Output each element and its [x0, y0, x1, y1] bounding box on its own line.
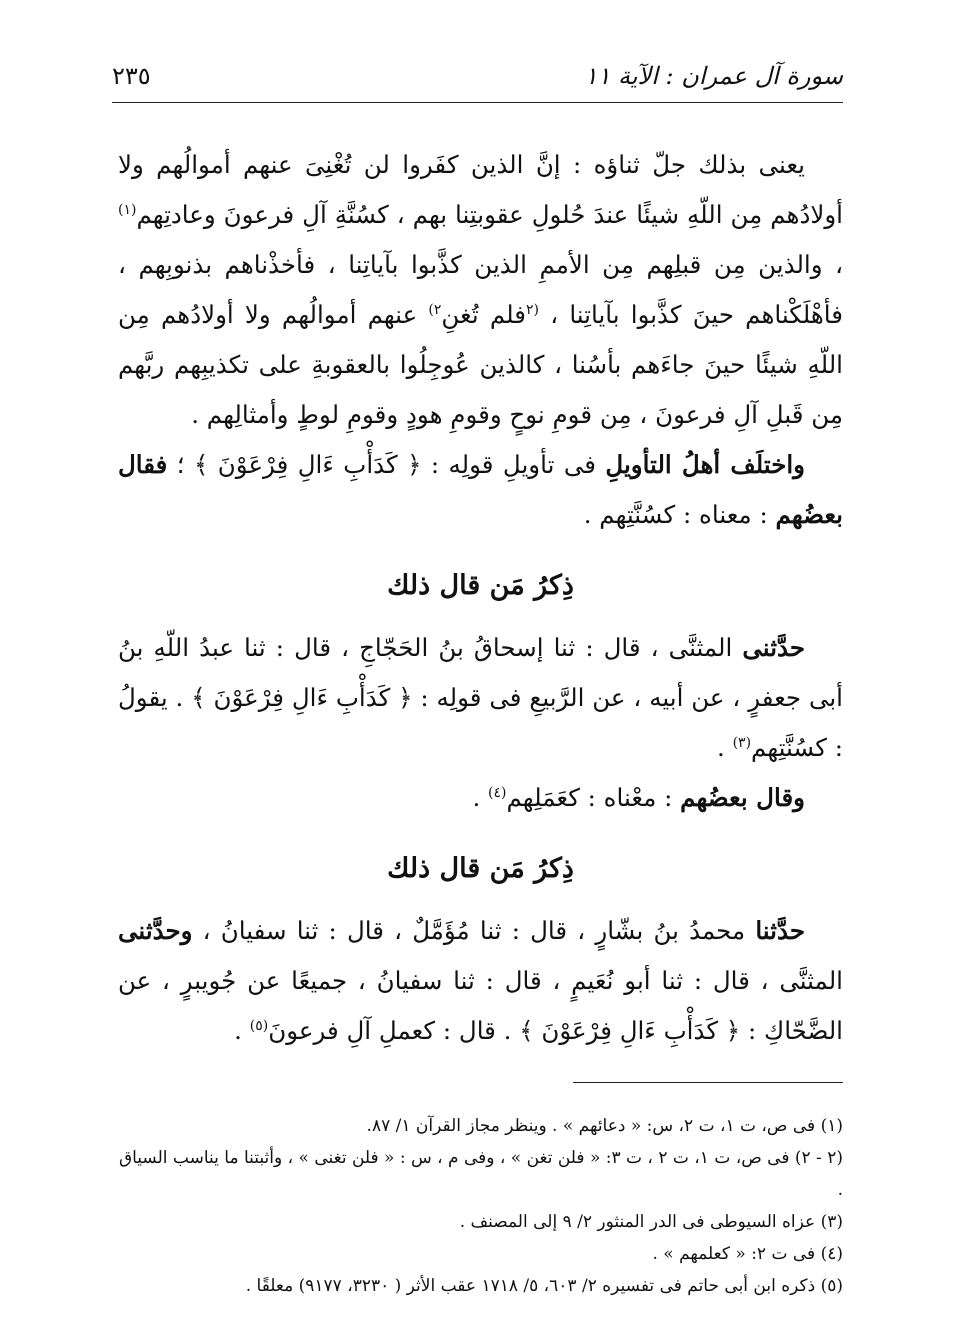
p2-text-c: : معناه : كسُنَّتِهم . — [583, 500, 768, 529]
footnote-1: (١) فى ص، ت ١، ت ٢، س: « دعائهم » . وينظر مجاز القرآن ١/ ٨٧. — [366, 1116, 843, 1136]
footnote-ref-2-close: ٢) — [428, 301, 442, 318]
section-heading-2: ذِكرُ مَن قال ذلك — [387, 853, 574, 884]
paragraph-2 — [118, 440, 843, 540]
p2-text-a: فى تأويلِ قولِه : — [430, 450, 596, 479]
running-header — [112, 56, 843, 103]
s2-bold: حدَّثنا — [755, 916, 805, 945]
quran-quote-3: ﴿ كَدَأْبِ ءَالِ فِرْعَوْنَ ﴾ — [519, 1016, 741, 1045]
footnotes — [118, 1110, 843, 1302]
s1-bold-2: وقال بعضُهم — [680, 783, 805, 812]
section-heading-1: ذِكرُ مَن قال ذلك — [387, 570, 574, 601]
s1-text-c: . — [716, 733, 725, 762]
footnote-ref-4: (٤) — [488, 784, 507, 801]
s2-text-a: محمدُ بنُ بشّارٍ ، قال : ثنا مُؤَمَّلٌ ، قال : ثنا سفيانُ ، — [202, 916, 746, 945]
main-text — [118, 140, 843, 1056]
s2-text-b: المثنَّى ، قال : ثنا أبو نُعَيمٍ ، قال : ثنا سفيانُ ، جميعًا عن جُويبرٍ ، عن الضَّحّاكِ : — [118, 966, 843, 1045]
p1-text-d: عنهم أموالُهم ولا أولادُهم مِن اللّهِ شيئًا حينَ جاءَهم بأسُنا ، كالذين عُوجِلُوا بالعقوبةِ على تكذيبِهم ربَّهم مِن قَبلِ آلِ فرعونَ ، مِن قومِ نوحٍ وقومِ هودٍ وقومِ لوطٍ وأمثالِهم . — [118, 300, 843, 429]
footnote-divider — [573, 1082, 843, 1083]
footnote-ref-5: (٥) — [249, 1017, 269, 1034]
p1-text: يعنى بذلك جلّ ثناؤه : إنَّ الذين كفَروا لن تُغْنِىَ عنهم أموالُهم ولا أولادُهم مِن اللّهِ شيئًا عندَ حُلولِ عقوبتِنا بهم ، كسُنَّةِ آلِ فرعونَ وعادتِهم — [118, 150, 843, 229]
surah-title: سورة آل عمران : الآية ١١ — [584, 62, 843, 90]
s2-text-d: . — [234, 1016, 242, 1045]
s1-text-d: : معْناه : كعَمَلِهم — [506, 783, 673, 812]
s2-bold-2: وحدَّثنى — [118, 916, 193, 945]
footnote-ref-1: (١) — [118, 201, 137, 218]
s1-bold: حدَّثنى — [742, 633, 806, 662]
paragraph-4 — [118, 773, 843, 823]
footnote-2: (٢ - ٢) فى ص، ت ١، ت ٢ ، ت ٣: « فلن تغن » ، وفى م ، س : « فلن تغنى » ، وأثبتنا ما يناسب السياق . — [118, 1148, 843, 1200]
paragraph-5 — [118, 906, 843, 1056]
footnote-ref-3: (٣) — [732, 734, 752, 751]
p2-bold-2: فقال بعضُهم — [118, 450, 843, 529]
footnote-3: (٣) عزاه السيوطى فى الدر المنثور ٢/ ٩ إلى المصنف . — [459, 1212, 843, 1232]
s1-text-a: المثنَّى ، قال : ثنا إسحاقُ بنُ الحَجّاجِ ، قال : ثنا عبدُ اللّهِ بنُ أبى جعفرٍ ، عن أبيه ، عن الرَّبيعِ فى قولِه : — [118, 633, 843, 712]
footnote-5: (٥) ذكره ابن أبى حاتم فى تفسيره ٢/ ٦٠٣، ٥/ ١٧١٨ عقب الأثر ( ٣٢٣٠، ٩١٧٧) معلقًا . — [245, 1276, 843, 1296]
p1-text-b: ، والذين مِن قبلِهم مِن الأممِ الذين كذَّبوا بآياتِنا ، فأخذْناهم بذنوبِهم ، فأهْلَكْناهم حينَ كذَّبوا بآياتِنا ، — [118, 250, 843, 329]
p2-bold: واختلَف أهلُ التأويلِ — [605, 450, 805, 479]
footnote-ref-2-open: (٢ — [526, 301, 540, 318]
s1-text-b: . يقولُ : كسُنَّتِهم — [118, 683, 843, 762]
paragraph-3 — [118, 623, 843, 773]
page-number: ٢٣٥ — [112, 62, 151, 90]
paragraph-1 — [118, 140, 843, 440]
p2-text-b: ؛ — [176, 450, 185, 479]
quran-quote-2: ﴿ كَدَأْبِ ءَالِ فِرْعَوْنَ ﴾ — [191, 683, 413, 712]
s2-text-c: . قال : كعملِ آلِ فرعونَ — [268, 1016, 512, 1045]
footnote-4: (٤) فى ت ٢: « كعلمهم » . — [652, 1244, 843, 1264]
s1-text-e: . — [472, 783, 481, 812]
p1-text-c: فلم تُغنِ — [441, 300, 527, 329]
quran-quote: ﴿ كَدَأْبِ ءَالِ فِرْعَوْنَ ﴾ — [194, 450, 422, 479]
